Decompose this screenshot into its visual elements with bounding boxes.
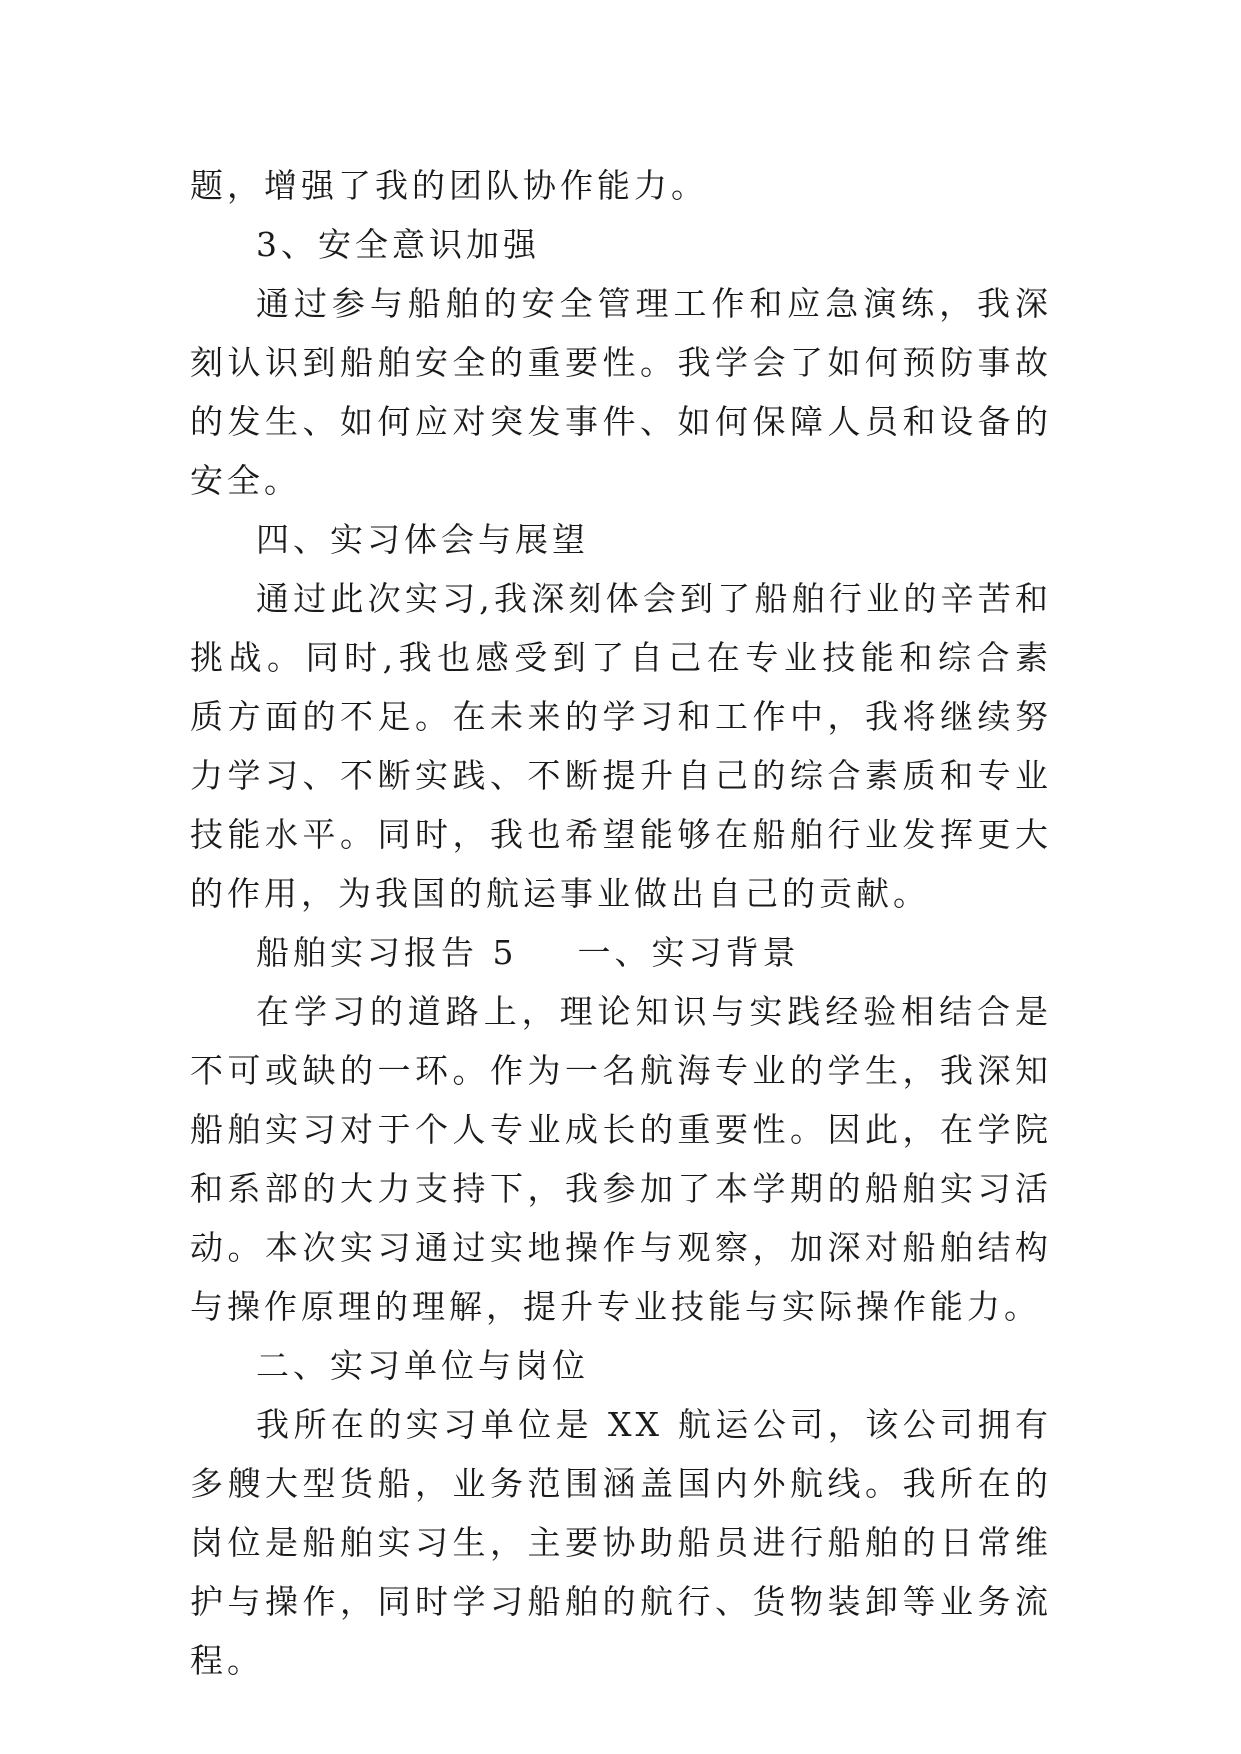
section-heading-unit: 二、实习单位与岗位 [256, 1346, 589, 1385]
report-title: 船舶实习报告 5 [256, 933, 518, 972]
document-body [190, 156, 1052, 1690]
paragraph-safety: 通过参与船舶的安全管理工作和应急演练，我深刻认识到船舶安全的重要性。我学会了如何预防事故的发生、如何应对突发事件、如何保障人员和设备的安全。 [190, 284, 1052, 500]
paragraph-continuation: 题，增强了我的团队协作能力。 [190, 166, 708, 205]
paragraph-background: 在学习的道路上，理论知识与实践经验相结合是不可或缺的一环。作为一名航海专业的学生，我深知船舶实习对于个人专业成长的重要性。因此，在学院和系部的大力支持下，我参加了本学期的船舶实习活动。本次实习通过实地操作与观察，加深对船舶结构与操作原理的理解，提升专业技能与实际操作能力。 [190, 992, 1052, 1326]
section-heading-background: 一、实习背景 [577, 933, 800, 972]
section-heading-reflection: 四、实习体会与展望 [256, 520, 589, 559]
paragraph-unit: 我所在的实习单位是 XX 航运公司，该公司拥有多艘大型货船，业务范围涵盖国内外航线。我所在的岗位是船舶实习生，主要协助船员进行船舶的日常维护与操作，同时学习船舶的航行、货物装卸等业务流程。 [190, 1405, 1052, 1680]
paragraph-reflection: 通过此次实习,我深刻体会到了船舶行业的辛苦和挑战。同时,我也感受到了自己在专业技能和综合素质方面的不足。在未来的学习和工作中，我将继续努力学习、不断实践、不断提升自己的综合素质和专业技能水平。同时，我也希望能够在船舶行业发挥更大的作用，为我国的航运事业做出自己的贡献。 [190, 579, 1052, 913]
report-title-line [190, 923, 1052, 982]
section-heading-safety: 3、安全意识加强 [256, 225, 540, 264]
